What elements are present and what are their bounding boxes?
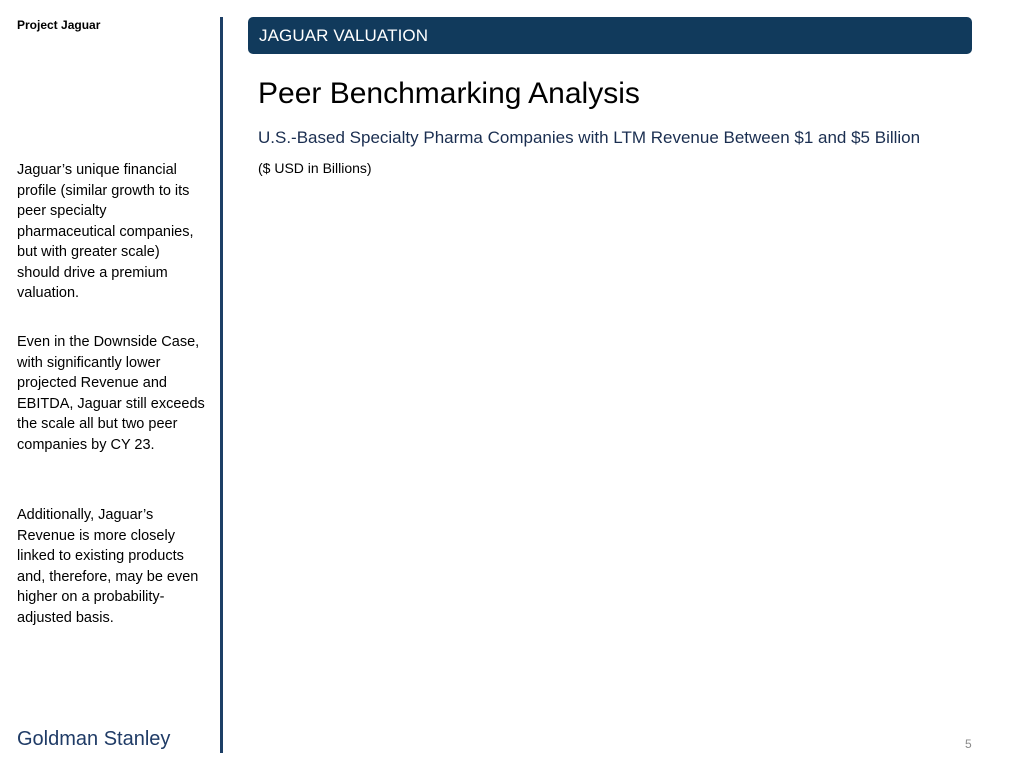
- sidebar-paragraph-3: Additionally, Jaguar’s Revenue is more closely linked to existing products and, therefore, may be even higher on a probability-adjusted basis.: [17, 507, 199, 626]
- section-header-label: JAGUAR VALUATION: [259, 26, 429, 45]
- units-note: ($ USD in Billions): [258, 160, 372, 176]
- section-header-bar: [248, 17, 972, 54]
- firm-name: Goldman Stanley: [17, 728, 171, 750]
- sidebar-paragraph-2: Even in the Downside Case, with significantly lower projected Revenue and EBITDA, Jaguar still exceeds the scale all but two peer companies by CY 23.: [17, 334, 205, 453]
- page-title: Peer Benchmarking Analysis: [258, 77, 640, 110]
- sidebar-paragraph-1: Jaguar’s unique financial profile (similar growth to its peer specialty pharmaceutical companies, but with greater scale) should drive a premium valuation.: [17, 162, 194, 301]
- project-label: Project Jaguar: [17, 18, 101, 32]
- page-number: 5: [965, 737, 972, 751]
- page-subtitle: U.S.-Based Specialty Pharma Companies with LTM Revenue Between $1 and $5 Billion: [258, 128, 921, 147]
- vertical-divider: [220, 17, 223, 753]
